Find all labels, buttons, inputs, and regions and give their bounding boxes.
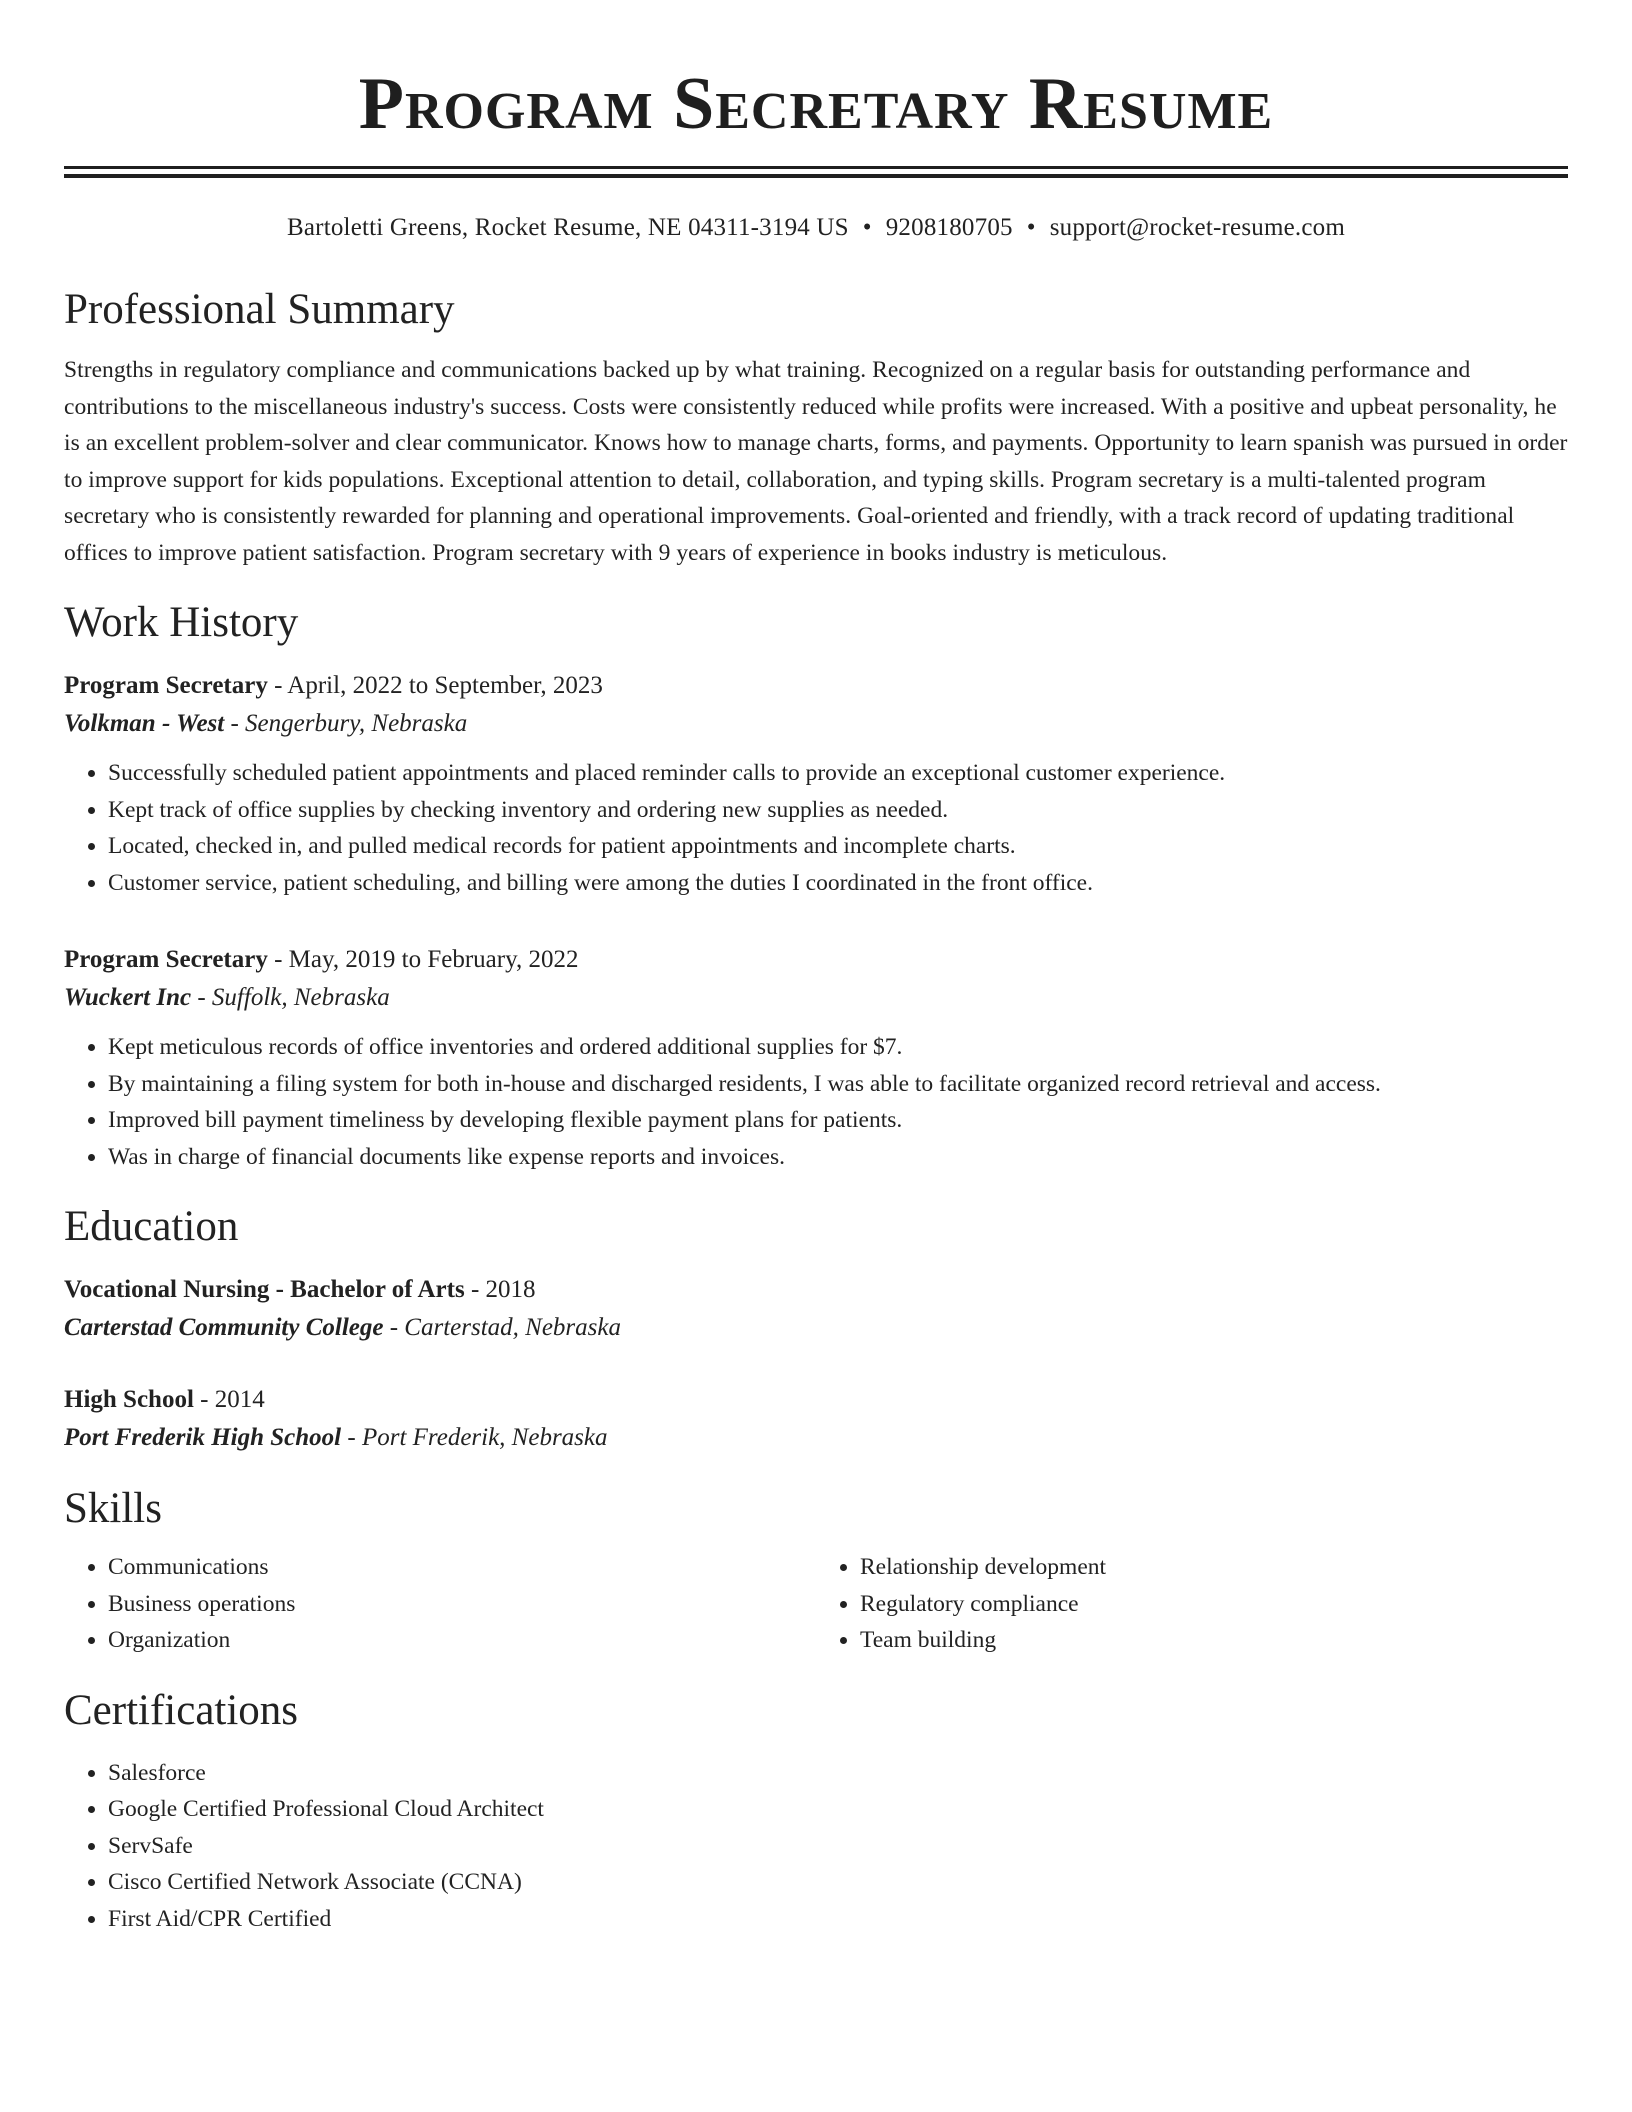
- education-degree-line: [64, 1271, 1568, 1309]
- work-history-heading: Work History: [64, 599, 299, 646]
- contact-line: [64, 212, 1568, 244]
- education-heading: Education: [64, 1203, 239, 1250]
- skill-item: • Team building: [860, 1622, 1568, 1659]
- contact-separator: •: [862, 214, 872, 241]
- resume-title: Program Secretary Resume: [358, 63, 1274, 145]
- skill-item: • Communications: [108, 1549, 816, 1586]
- contact-separator: •: [1026, 214, 1036, 241]
- education-year: - 2018: [464, 1276, 536, 1303]
- skill-item: • Relationship development: [860, 1549, 1568, 1586]
- education-school-line: [64, 1309, 1568, 1347]
- skill-item: • Organization: [108, 1622, 816, 1659]
- job-duty: • By maintaining a filing system for both in-house and discharged residents, I was able to facilitate organized record retrieval and access.: [108, 1066, 1568, 1103]
- skills-list-left: [64, 1549, 816, 1659]
- certification-item: • Cisco Certified Network Associate (CCNA): [108, 1864, 1568, 1901]
- job-title-line: [64, 941, 1568, 979]
- job-duty: • Improved bill payment timeliness by developing flexible payment plans for patients.: [108, 1102, 1568, 1139]
- job-duty: • Located, checked in, and pulled medical records for patient appointments and incomplete charts.: [108, 828, 1568, 865]
- education-degree-line: [64, 1381, 1568, 1419]
- contact-phone: 9208180705: [885, 214, 1013, 241]
- job-company-line: [64, 979, 1568, 1017]
- job-duty: • Customer service, patient scheduling, and billing were among the duties I coordinated in the front office.: [108, 865, 1568, 902]
- skill-item: • Business operations: [108, 1586, 816, 1623]
- certification-item: • Salesforce: [108, 1755, 1568, 1792]
- education-school: Carterstad Community College: [64, 1314, 384, 1341]
- job-title: Program Secretary: [64, 672, 268, 699]
- skills-list-right: [816, 1549, 1568, 1659]
- job-duty: • Was in charge of financial documents like expense reports and invoices.: [108, 1139, 1568, 1176]
- job-company: Volkman - West: [64, 710, 225, 737]
- job-dates: - May, 2019 to February, 2022: [267, 946, 579, 973]
- skill-item: • Regulatory compliance: [860, 1586, 1568, 1623]
- education-degree: Vocational Nursing - Bachelor of Arts: [64, 1276, 465, 1303]
- job-duties-list: [64, 1029, 1568, 1175]
- education-year: - 2014: [193, 1386, 265, 1413]
- job-company-line: [64, 705, 1568, 743]
- education-degree: High School: [64, 1386, 194, 1413]
- job-entry: [64, 667, 1568, 901]
- job-location: - Sengerbury, Nebraska: [224, 710, 468, 737]
- education-school: Port Frederik High School: [64, 1424, 342, 1451]
- education-school-line: [64, 1419, 1568, 1457]
- contact-email: support@rocket-resume.com: [1049, 214, 1345, 241]
- education-entry: [64, 1381, 1568, 1457]
- job-location: - Suffolk, Nebraska: [191, 984, 390, 1011]
- summary-text: Strengths in regulatory compliance and communications backed up by what training. Recognized on a regular basis for outstanding performance and contributions to the miscellaneous industry's success. Costs were consistently reduced while profits were increased. With a positive and upbeat personality, he is an excellent problem-solver and clear communicator. Knows how to manage charts, forms, and payments. Opportunity to learn spanish was pursued in order to improve support for kids populations. Exceptional attention to detail, collaboration, and typing skills. Program secretary is a multi-talented program secretary who is consistently rewarded for planning and operational improvements. Goal-oriented and friendly, with a track record of updating traditional offices to improve patient satisfaction. Program secretary with 9 years of experience in books industry is meticulous.: [64, 357, 1568, 566]
- education-location: - Port Frederik, Nebraska: [341, 1424, 608, 1451]
- job-duty: • Kept meticulous records of office inventories and ordered additional supplies for $7.: [108, 1029, 1568, 1066]
- certification-item: • Google Certified Professional Cloud Architect: [108, 1791, 1568, 1828]
- education-entry: [64, 1271, 1568, 1347]
- job-company: Wuckert Inc: [64, 984, 192, 1011]
- job-duties-list: [64, 755, 1568, 901]
- certification-item: • First Aid/CPR Certified: [108, 1901, 1568, 1938]
- title-double-rule: [64, 166, 1568, 178]
- certification-item: • ServSafe: [108, 1828, 1568, 1865]
- job-dates: - April, 2022 to September, 2023: [267, 672, 603, 699]
- certifications-heading: Certifications: [64, 1686, 299, 1734]
- certifications-list: [64, 1755, 1568, 1938]
- job-duty: • Kept track of office supplies by checking inventory and ordering new supplies as needed.: [108, 792, 1568, 829]
- skills-heading: Skills: [64, 1485, 162, 1532]
- job-entry: [64, 941, 1568, 1175]
- job-title: Program Secretary: [64, 946, 268, 973]
- education-location: - Carterstad, Nebraska: [383, 1314, 621, 1341]
- contact-address: Bartoletti Greens, Rocket Resume, NE 04311-3194 US: [287, 214, 849, 241]
- skills-columns: [64, 1549, 1568, 1659]
- job-title-line: [64, 667, 1568, 705]
- summary-heading: Professional Summary: [64, 286, 455, 333]
- job-duty: • Successfully scheduled patient appointments and placed reminder calls to provide an exceptional customer experience.: [108, 755, 1568, 792]
